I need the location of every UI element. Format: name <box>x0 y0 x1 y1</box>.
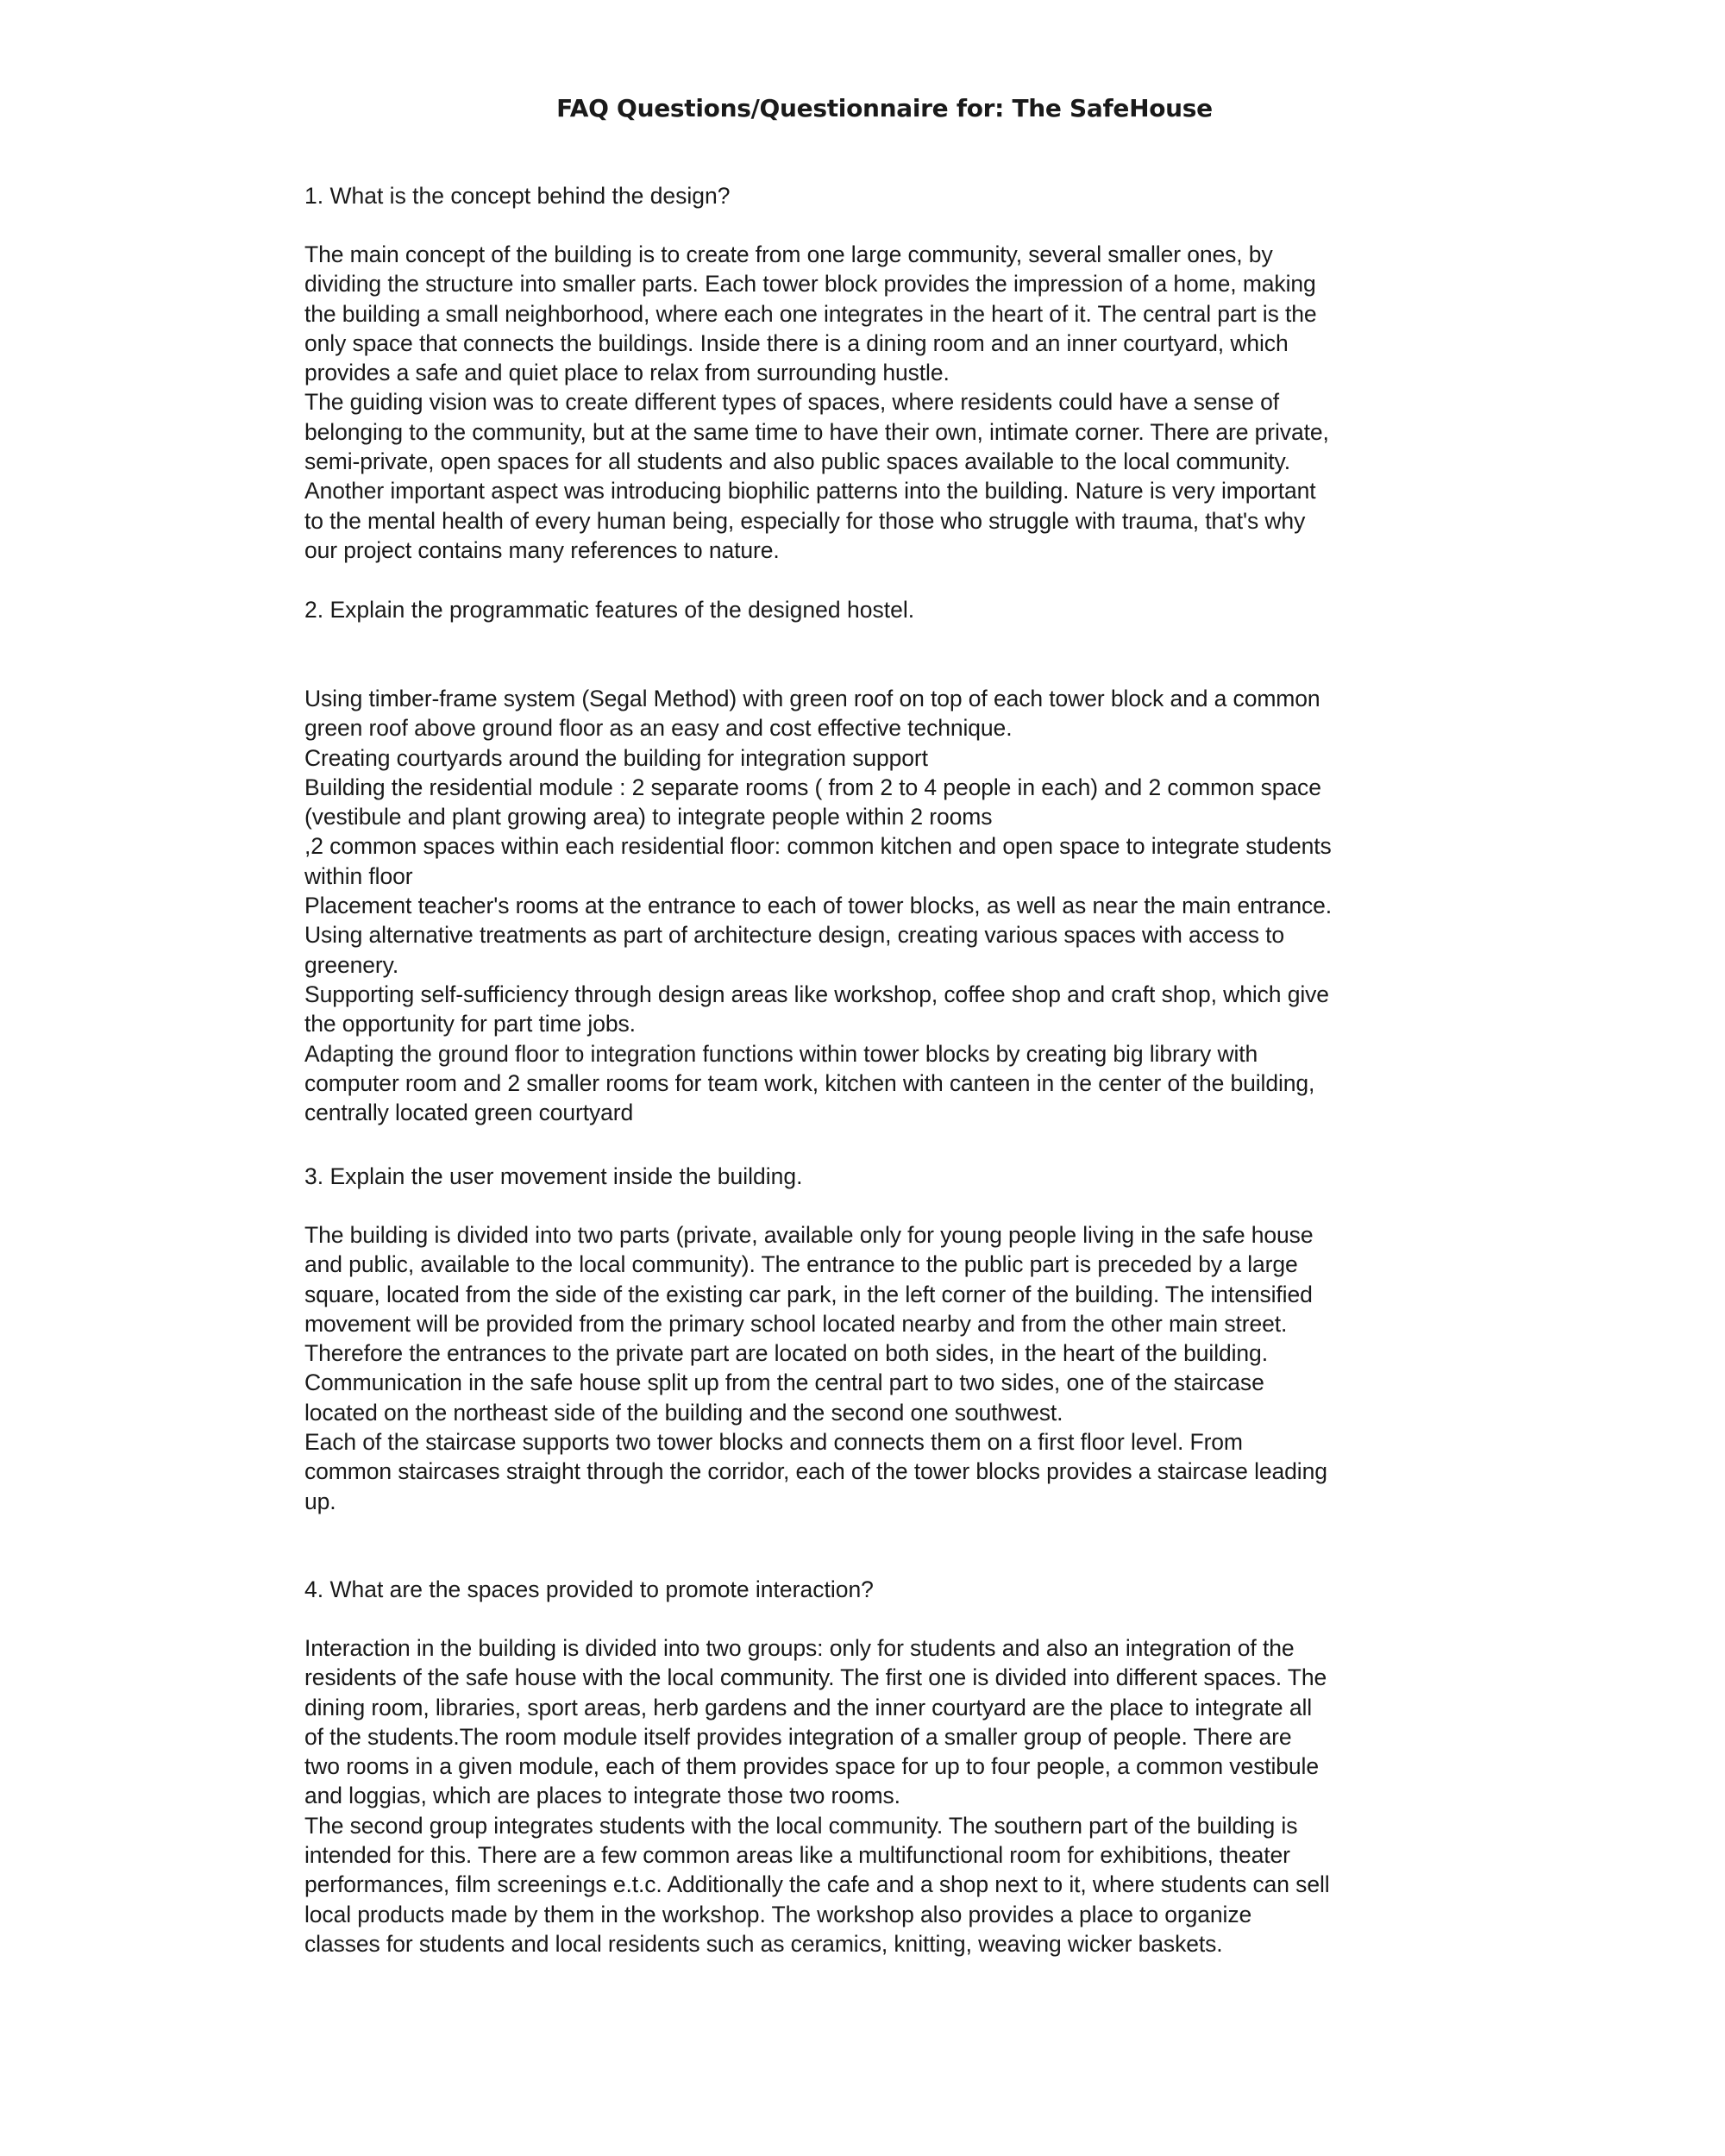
answer-line: greenery. <box>304 951 399 978</box>
answer-3 <box>304 1220 1327 1516</box>
answer-line: square, located from the side of the existing car park, in the left corner of the building. The intensified <box>304 1281 1313 1307</box>
answer-line: movement will be provided from the primary school located nearby and from the other main street. <box>304 1310 1288 1337</box>
answer-line: Building the residential module : 2 separate rooms ( from 2 to 4 people in each) and 2 common space <box>304 774 1321 800</box>
answer-line: Adapting the ground floor to integration functions within tower blocks by creating big library with <box>304 1040 1258 1067</box>
answer-line: semi-private, open spaces for all students and also public spaces available to the local community. <box>304 448 1290 475</box>
answer-line: The building is divided into two parts (private, available only for young people living in the safe house <box>304 1222 1314 1248</box>
answer-4 <box>304 1633 1330 1959</box>
answer-line: the opportunity for part time jobs. <box>304 1011 636 1037</box>
answer-line: Placement teacher's rooms at the entrance to each of tower blocks, as well as near the main entrance. <box>304 893 1333 919</box>
document-page <box>304 86 1477 1957</box>
answer-line: Creating courtyards around the building for integration support <box>304 744 928 771</box>
answer-line: only space that connects the buildings. Inside there is a dining room and an inner courtyard, which <box>304 329 1289 356</box>
answer-line: dining room, libraries, sport areas, herb gardens and the inner courtyard are the place to integrate all <box>304 1694 1313 1720</box>
answer-line: dividing the structure into smaller parts. Each tower block provides the impression of a home, making <box>304 271 1316 298</box>
answer-line: green roof above ground floor as an easy and cost effective technique. <box>304 715 1013 742</box>
answer-1 <box>304 240 1329 565</box>
answer-line: classes for students and local residents such as ceramics, knitting, weaving wicker baskets. <box>304 1930 1223 1957</box>
answer-line: our project contains many references to nature. <box>304 536 780 563</box>
answer-line: ,2 common spaces within each residential floor: common kitchen and open space to integrate students <box>304 833 1332 860</box>
answer-line: residents of the safe house with the local community. The first one is divided into different spaces. The <box>304 1664 1327 1691</box>
answer-line: located on the northeast side of the building and the second one southwest. <box>304 1399 1063 1426</box>
answer-line: and loggias, which are places to integrate those two rooms. <box>304 1783 900 1809</box>
answer-line: of the students.The room module itself provides integration of a smaller group of people. There are <box>304 1723 1292 1750</box>
answer-line: and public, available to the local community). The entrance to the public part is preceded by a large <box>304 1251 1298 1278</box>
answer-line: the building a small neighborhood, where each one integrates in the heart of it. The central part is the <box>304 300 1317 327</box>
answer-line: belonging to the community, but at the same time to have their own, intimate corner. There are private, <box>304 418 1329 445</box>
answer-line: within floor <box>304 862 413 889</box>
answer-line: Supporting self-sufficiency through design areas like workshop, coffee shop and craft shop, which give <box>304 981 1329 1007</box>
answer-line: Each of the staircase supports two tower blocks and connects them on a first floor level. From <box>304 1429 1243 1456</box>
answer-line: The main concept of the building is to create from one large community, several smaller ones, by <box>304 241 1273 267</box>
answer-line: computer room and 2 smaller rooms for team work, kitchen with canteen in the center of the building, <box>304 1069 1315 1096</box>
answer-line: (vestibule and plant growing area) to integrate people within 2 rooms <box>304 804 993 830</box>
document-title: FAQ Questions/Questionnaire for: The SafeHouse <box>556 94 1213 122</box>
answer-line: centrally located green courtyard <box>304 1100 634 1126</box>
question-4: 4. What are the spaces provided to promote interaction? <box>304 1576 874 1602</box>
answer-line: Another important aspect was introducing biophilic patterns into the building. Nature is very important <box>304 478 1316 505</box>
answer-line: The second group integrates students with the local community. The southern part of the building is <box>304 1812 1298 1839</box>
question-3: 3. Explain the user movement inside the building. <box>304 1163 803 1189</box>
answer-line: Therefore the entrances to the private part are located on both sides, in the heart of the building. <box>304 1340 1268 1367</box>
answer-line: Using timber-frame system (Segal Method) with green roof on top of each tower block and a common <box>304 686 1320 711</box>
question-1: 1. What is the concept behind the design? <box>304 183 731 209</box>
answer-2 <box>304 684 1332 1127</box>
answer-line: Communication in the safe house split up from the central part to two sides, one of the staircase <box>304 1369 1264 1396</box>
answer-line: to the mental health of every human being, especially for those who struggle with trauma, that's why <box>304 507 1306 534</box>
answer-line: The guiding vision was to create different types of spaces, where residents could have a sense of <box>304 389 1279 416</box>
answer-line: Using alternative treatments as part of architecture design, creating various spaces with access to <box>304 922 1285 949</box>
answer-line: performances, film screenings e.t.c. Additionally the cafe and a shop next to it, where students can sell <box>304 1871 1330 1898</box>
answer-line: up. <box>304 1488 336 1514</box>
question-2: 2. Explain the programmatic features of the designed hostel. <box>304 597 915 623</box>
answer-line: intended for this. There are a few common areas like a multifunctional room for exhibitions, theater <box>304 1842 1290 1869</box>
answer-line: common staircases straight through the corridor, each of the tower blocks provides a staircase leading <box>304 1458 1327 1485</box>
answer-line: provides a safe and quiet place to relax from surrounding hustle. <box>304 360 950 386</box>
answer-line: local products made by them in the workshop. The workshop also provides a place to organize <box>304 1901 1252 1927</box>
answer-line: Interaction in the building is divided into two groups: only for students and also an integration of the <box>304 1635 1295 1661</box>
answer-line: two rooms in a given module, each of them provides space for up to four people, a common vestibule <box>304 1753 1319 1780</box>
